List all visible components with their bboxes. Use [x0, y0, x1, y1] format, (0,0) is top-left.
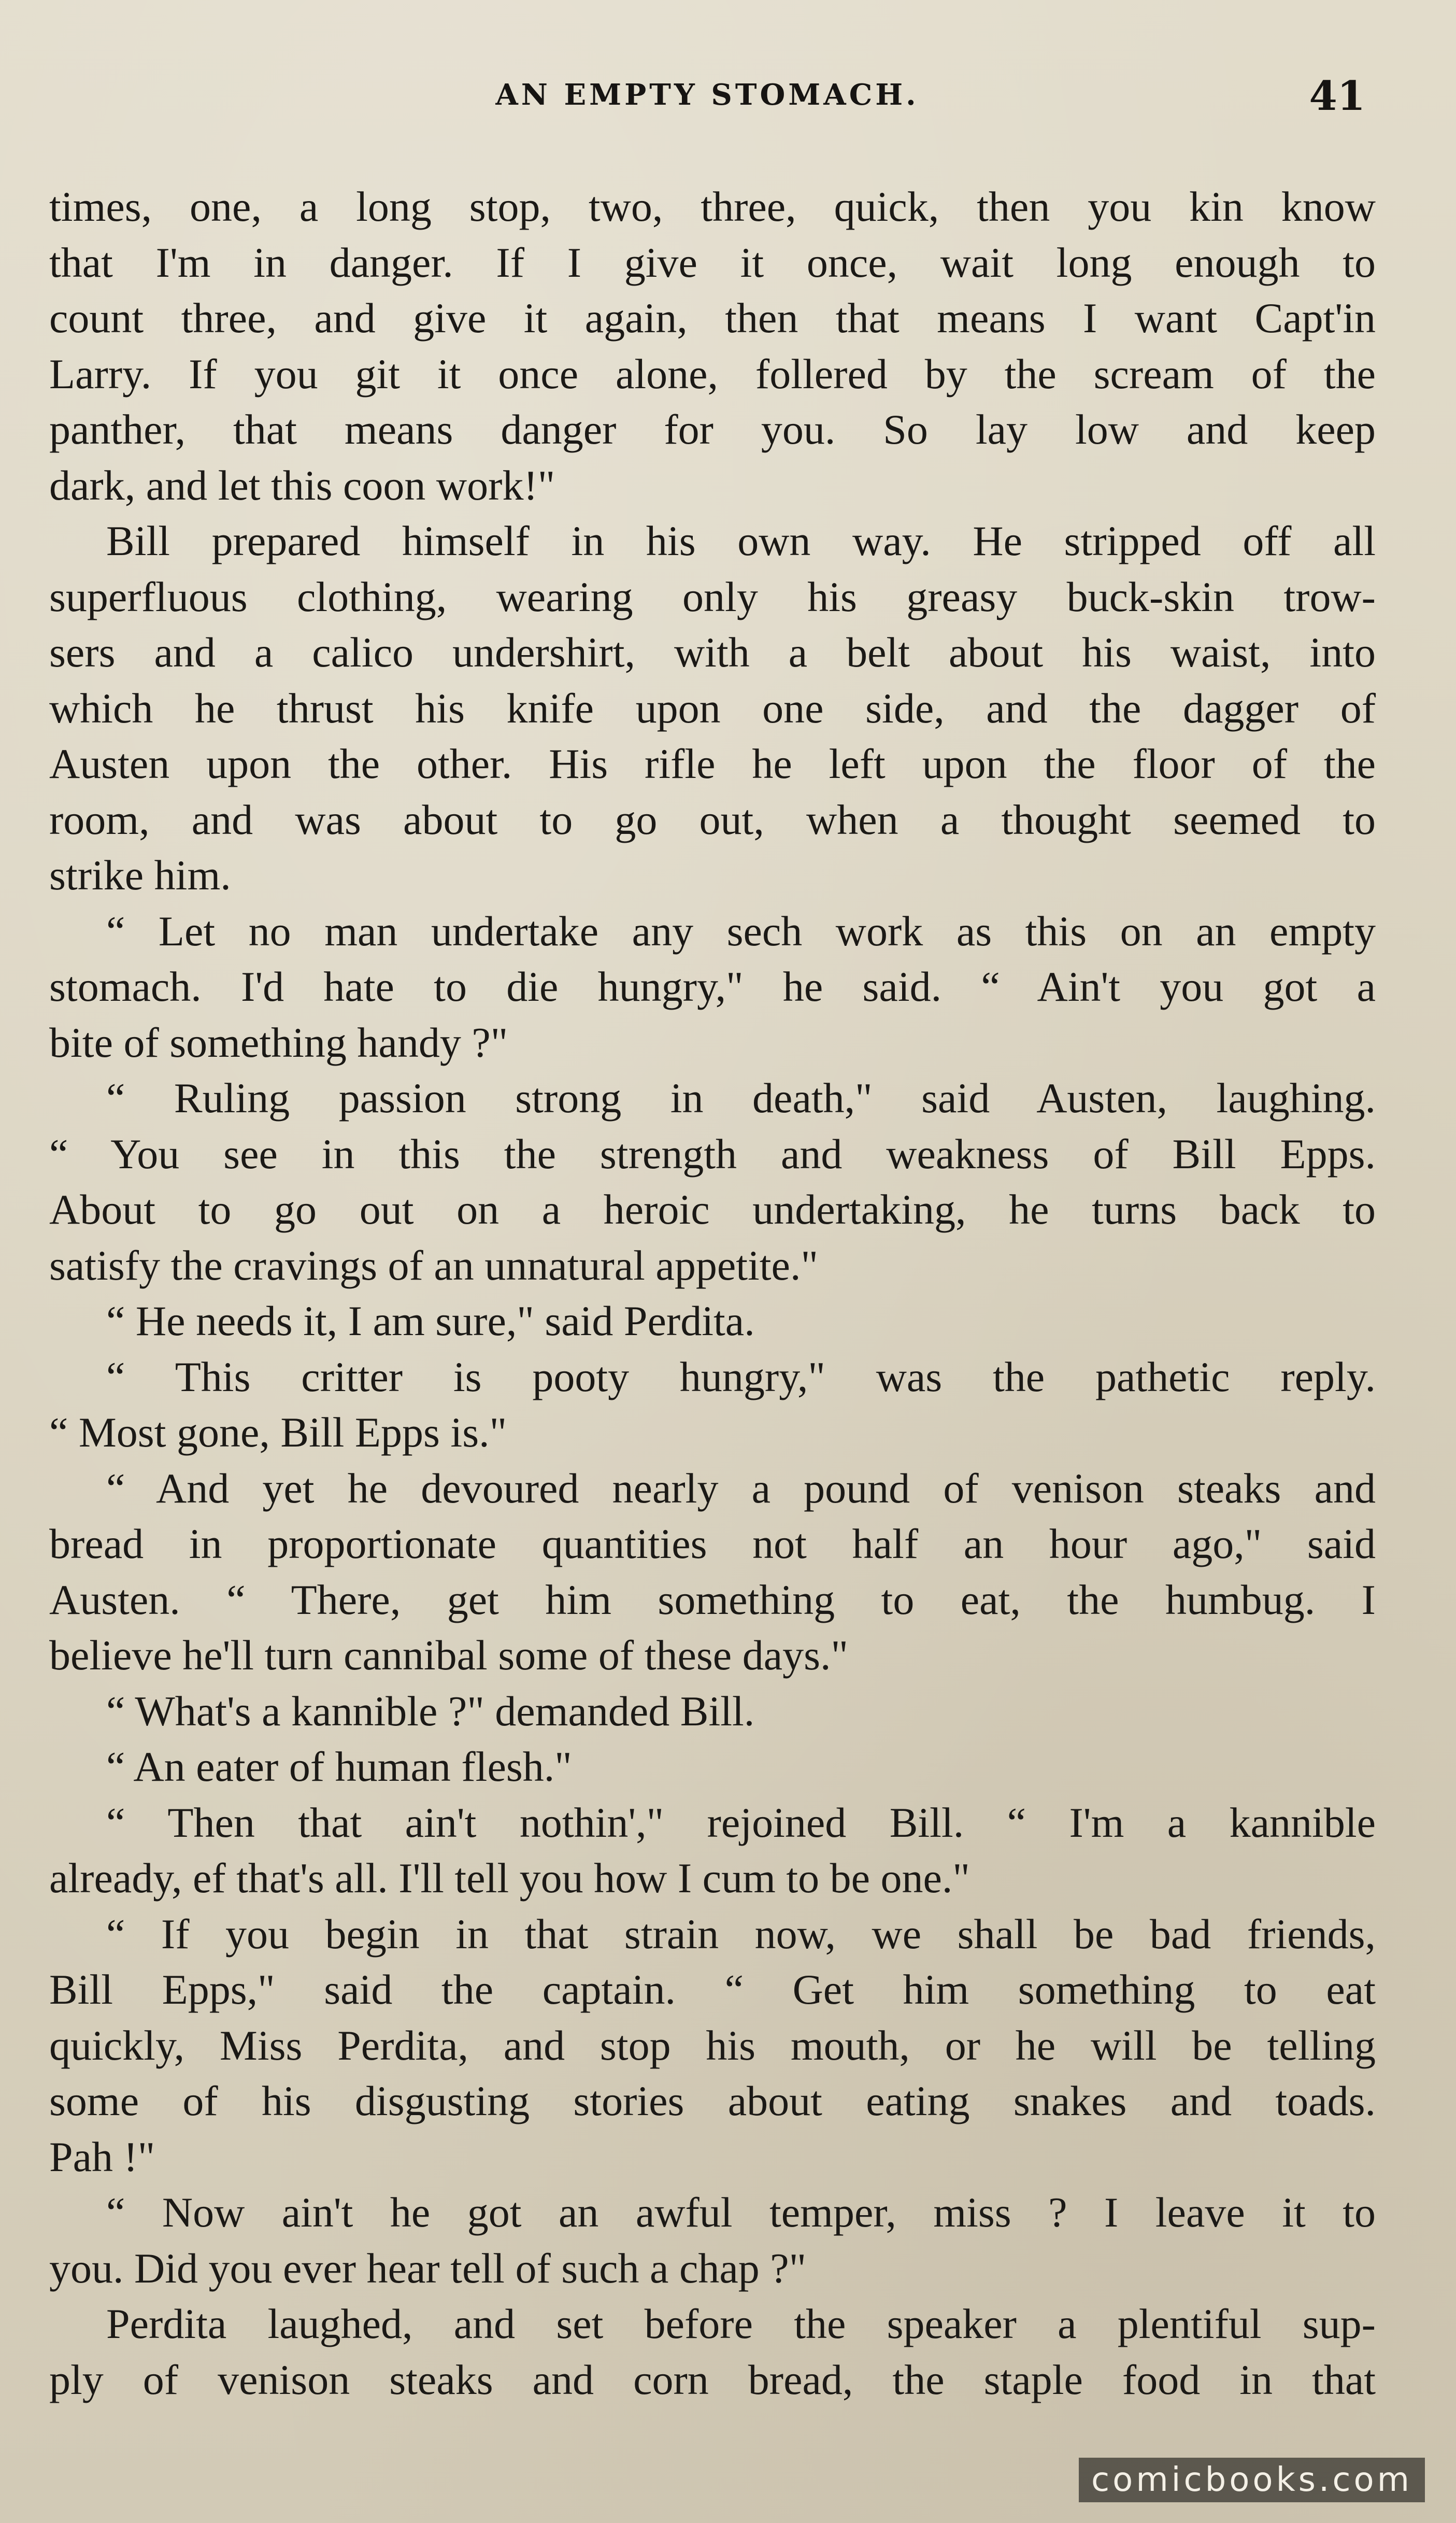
- text-line: bite of something handy ?": [49, 1018, 508, 1066]
- text-line: “ If you begin in that strain now, we shall be bad friends,: [106, 1910, 1376, 1958]
- text-line: count three, and give it again, then that means I want Capt'in: [49, 294, 1376, 342]
- text-line: Bill Epps," said the captain. “ Get him something to eat: [49, 1966, 1376, 2013]
- text-line: About to go out on a heroic undertaking, he turns back to: [49, 1186, 1376, 1233]
- text-line: strike him.: [49, 852, 231, 899]
- text-line: “ This critter is pooty hungry," was the pathetic reply.: [106, 1353, 1376, 1400]
- text-line: sers and a calico undershirt, with a belt about his waist, into: [49, 629, 1376, 676]
- text-line: quickly, Miss Perdita, and stop his mouth, or he will be telling: [49, 2021, 1376, 2069]
- text-line: satisfy the cravings of an unnatural appetite.": [49, 1241, 818, 1289]
- text-line: stomach. I'd hate to die hungry," he said. “ Ain't you got a: [49, 963, 1376, 1010]
- text-line: you. Did you ever hear tell of such a chap ?": [49, 2244, 807, 2292]
- text-line: panther, that means danger for you. So lay low and keep: [49, 406, 1376, 453]
- text-line: superfluous clothing, wearing only his greasy buck-skin trow-: [49, 573, 1376, 620]
- watermark: comicbooks.com: [1079, 2458, 1425, 2502]
- text-line: bread in proportionate quantities not half an hour ago," said: [49, 1520, 1376, 1567]
- text-line: Austen. “ There, get him something to eat, the humbug. I: [49, 1576, 1376, 1623]
- text-line: believe he'll turn cannibal some of these days.": [49, 1632, 848, 1679]
- text-line: “ Then that ain't nothin'," rejoined Bill. “ I'm a kannible: [106, 1798, 1376, 1846]
- text-line: “ What's a kannible ?" demanded Bill.: [106, 1687, 755, 1735]
- text-line: dark, and let this coon work!": [49, 461, 555, 509]
- text-line: “ Ruling passion strong in death," said Austen, laughing.: [106, 1074, 1376, 1122]
- text-line: “ And yet he devoured nearly a pound of venison steaks and: [106, 1464, 1376, 1512]
- page-number: 41: [1309, 73, 1365, 120]
- page-header: [49, 73, 1365, 130]
- running-head: AN EMPTY STOMACH.: [495, 78, 919, 112]
- text-line: that I'm in danger. If I give it once, wait long enough to: [49, 238, 1376, 286]
- text-line: Bill prepared himself in his own way. He stripped off all: [106, 517, 1376, 564]
- text-line: “ Let no man undertake any sech work as this on an empty: [106, 907, 1376, 955]
- text-line: which he thrust his knife upon one side, and the dagger of: [49, 684, 1376, 732]
- text-line: Larry. If you git it once alone, follered by the scream of the: [49, 350, 1376, 398]
- text-line: “ You see in this the strength and weakness of Bill Epps.: [49, 1130, 1376, 1178]
- text-line: “ Now ain't he got an awful temper, miss ? I leave it to: [106, 2189, 1376, 2236]
- text-line: “ He needs it, I am sure," said Perdita.: [106, 1297, 755, 1344]
- body-text: [49, 179, 1376, 2407]
- text-line: times, one, a long stop, two, three, quick, then you kin know: [49, 183, 1376, 230]
- text-line: Austen upon the other. His rifle he left upon the floor of the: [49, 740, 1376, 787]
- text-line: Perdita laughed, and set before the speaker a plentiful sup-: [106, 2300, 1376, 2347]
- text-line: already, ef that's all. I'll tell you how I cum to be one.": [49, 1854, 970, 1902]
- text-line: ply of venison steaks and corn bread, the staple food in that: [49, 2356, 1376, 2403]
- text-line: “ Most gone, Bill Epps is.": [49, 1409, 507, 1456]
- text-line: Pah !": [49, 2133, 155, 2180]
- text-line: room, and was about to go out, when a thought seemed to: [49, 796, 1376, 843]
- text-line: “ An eater of human flesh.": [106, 1743, 572, 1790]
- text-line: some of his disgusting stories about eating snakes and toads.: [49, 2077, 1376, 2124]
